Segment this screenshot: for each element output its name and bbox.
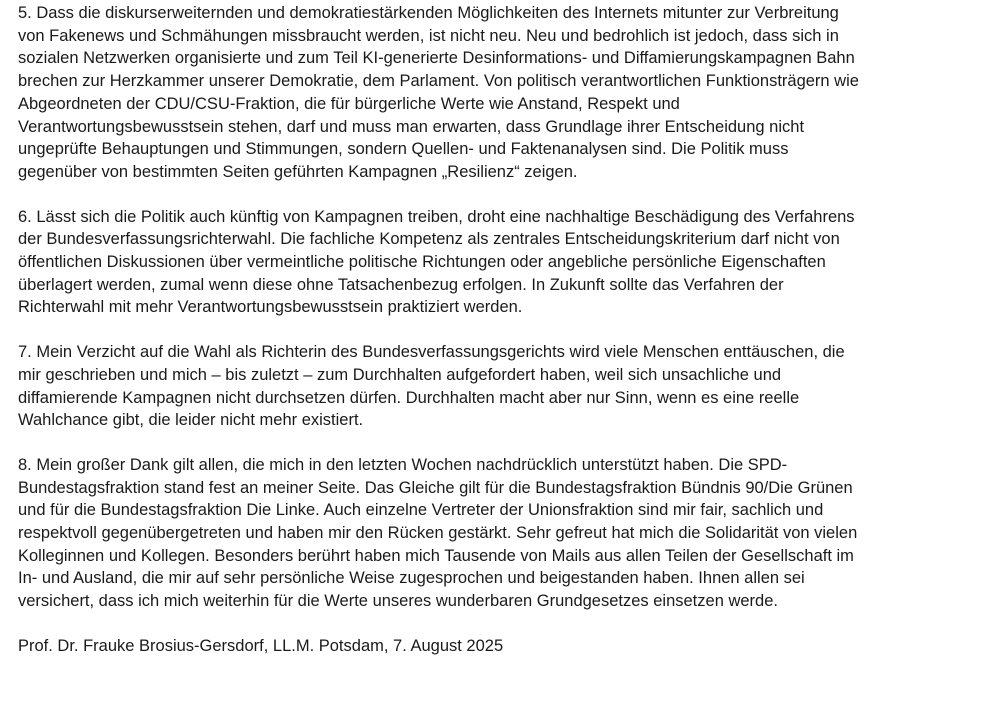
paragraph-8: [18, 454, 982, 613]
text-line: sozialen Netzwerken organisierte und zum Teil KI-generierte Desinformations- und Diffamierungskampagnen Bahn: [18, 49, 855, 68]
text-line: 5. Dass die diskurserweiternden und demokratiestärkenden Möglichkeiten des Internets mitunter zur Verbreitung: [18, 4, 839, 22]
text-line: Bundestagsfraktion stand fest an meiner Seite. Das Gleiche gilt für die Bundestagsfraktion Bündnis 90/Die Grünen: [18, 478, 853, 497]
text-line: Kolleginnen und Kollegen. Besonders berührt haben mich Tausende von Mails aus allen Teilen der Gesellschaft im: [18, 546, 854, 565]
text-line: 7. Mein Verzicht auf die Wahl als Richterin des Bundesverfassungsgerichts wird viele Menschen enttäuschen, die: [18, 343, 845, 362]
text-line: der Bundesverfassungsrichterwahl. Die fachliche Kompetenz als zentrales Entscheidungskriterium darf nicht von: [18, 230, 840, 249]
text-line: öffentlichen Diskussionen über vermeintliche politische Richtungen oder angebliche persönliche Eigenschaften: [18, 253, 826, 272]
text-line: In- und Ausland, die mir auf sehr persönliche Weise zugesprochen und beigestanden haben. Ihnen allen sei: [18, 569, 805, 588]
text-line: Verantwortungsbewusstsein stehen, darf und muss man erwarten, dass Grundlage ihrer Entscheidung nicht: [18, 117, 805, 136]
text-line: brechen zur Herzkammer unserer Demokratie, dem Parlament. Von politisch verantwortlichen Funktionsträgern wie: [18, 72, 859, 91]
paragraph-spacer: [18, 613, 982, 635]
text-line: und für die Bundestagsfraktion Die Linke. Auch einzelne Vertreter der Unionsfraktion sind mir fair, sachlich und: [18, 501, 824, 520]
text-line: von Fakenews und Schmähungen missbraucht werden, ist nicht neu. Neu und bedrohlich ist jedoch, dass sich in: [18, 26, 839, 45]
paragraph-6: [18, 206, 982, 320]
paragraph-spacer: [18, 432, 982, 454]
text-line: Wahlchance gibt, die leider nicht mehr existiert.: [18, 411, 364, 430]
text-line: Abgeordneten der CDU/CSU-Fraktion, die für bürgerliche Werte wie Anstand, Respekt und: [18, 94, 680, 113]
signature-line: Prof. Dr. Frauke Brosius-Gersdorf, LL.M. Potsdam, 7. August 2025: [18, 636, 504, 655]
paragraph-spacer: [18, 184, 982, 206]
text-line: gegenüber von bestimmten Seiten geführten Kampagnen „Resilienz“ zeigen.: [18, 162, 578, 181]
text-line: ungeprüfte Behauptungen und Stimmungen, sondern Quellen- und Faktenanalysen sind. Die Politik muss: [18, 140, 789, 159]
text-line: respektvoll gegenübergetreten und haben mir den Rücken gestärkt. Sehr gefreut hat mich die Solidarität von vielen: [18, 524, 858, 543]
text-line: diffamierende Kampagnen nicht durchsetzen dürfen. Durchhalten macht aber nur Sinn, wenn es eine reelle: [18, 388, 800, 407]
text-line: überlagert werden, zumal wenn diese ohne Tatsachenbezug erfolgen. In Zukunft sollte das Verfahren der: [18, 275, 784, 294]
text-line: Richterwahl mit mehr Verantwortungsbewusstsein praktiziert werden.: [18, 298, 523, 317]
text-line: mir geschrieben und mich – bis zuletzt – zum Durchhalten aufgefordert haben, weil sich unsachliche und: [18, 365, 782, 384]
text-line: 6. Lässt sich die Politik auch künftig von Kampagnen treiben, droht eine nachhaltige Beschädigung des Verfahrens: [18, 207, 855, 226]
text-line: versichert, dass ich mich weiterhin für die Werte unseres wunderbaren Grundgesetzes einsetzen werde.: [18, 592, 778, 611]
paragraph-5: [18, 2, 982, 184]
paragraph-spacer: [18, 319, 982, 341]
text-line: 8. Mein großer Dank gilt allen, die mich in den letzten Wochen nachdrücklich unterstützt haben. Die SPD-: [18, 455, 788, 474]
paragraph-7: [18, 341, 982, 432]
